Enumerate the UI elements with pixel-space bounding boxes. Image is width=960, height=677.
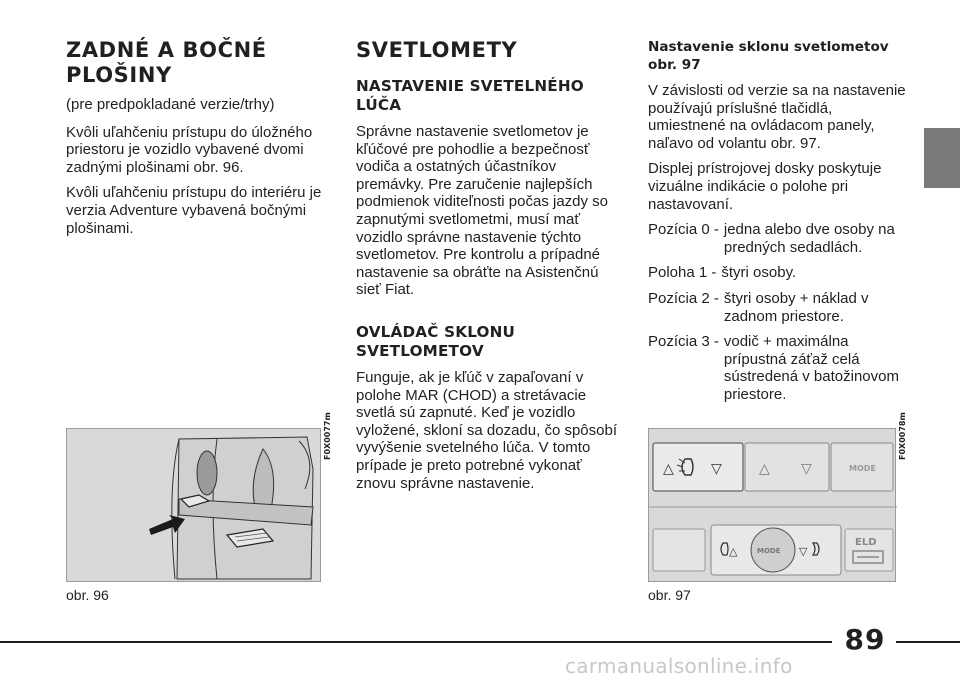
paragraph-display-info: Displej prístrojovej dosky poskytuje vizuálne indikácie o polohe pri nastavovaní. <box>648 160 882 213</box>
paragraph-tilt-buttons: V závislosti od verzie sa na nastavenie používajú príslušné tlačidlá, umiestnené na ovládacom panely, naľavo od volantu obr. 97. <box>648 82 906 152</box>
column-middle <box>356 38 618 492</box>
position-item <box>648 333 910 403</box>
figure-code-97: F0X0078m <box>898 412 907 460</box>
column-right <box>648 38 910 404</box>
paragraph-beam-adjustment: Správne nastavenie svetlometov je kľúčové pre pohodlie a bezpečnosť vodiča a ostatných účastníkov premávky. Pre zaručenie najlepších podmienok viditeľnosti počas jazdy so zapnutými svetlometmi, musí mať vozidlo správne nastavenie týchto svetlometov. Pre kontrolu a prípadné nastavenie sa obráťte na Asistenčnú sieť Fiat. <box>356 123 609 299</box>
position-label: Pozícia 2 - <box>648 289 719 307</box>
position-label: Poloha 1 - <box>648 264 717 282</box>
svg-text:△: △ <box>729 545 738 558</box>
paragraph-tilt-control: Funguje, ak je kľúč v zapaľovaní v polohe MAR (CHOD) a stretávacie svetlá sú zapnuté. Keď je vozidlo vyložené, skloní sa dozadu, čo spôsobí vyvýšenie svetelného lúča. V tomto prípade je preto potrebné vykonať znovu správne nastavenie. <box>356 368 617 492</box>
figure-tilt-control-panel <box>648 428 896 582</box>
section-thumb-tab <box>924 128 960 188</box>
section-title-headlights: SVETLOMETY <box>356 38 518 62</box>
subheading-beam-adjustment: NASTAVENIE SVETELNÉHO LÚČA <box>356 77 584 114</box>
mode-label-upper: MODE <box>849 464 876 473</box>
caption-fig96: obr. 96 <box>66 587 109 603</box>
control-panel-illustration <box>649 429 897 583</box>
section-title-platforms: ZADNÉ A BOČNÉ PLOŠINY <box>66 38 267 87</box>
mode-label-lower: MODE <box>757 547 781 555</box>
position-label: Pozícia 3 - <box>648 333 719 351</box>
position-text: štyri osoby + náklad v zadnom priestore. <box>723 289 869 325</box>
down-arrow-icon: ▽ <box>711 461 722 477</box>
caption-fig97: obr. 97 <box>648 587 691 603</box>
page-number: 89 <box>844 623 886 656</box>
van-rear-illustration <box>67 429 322 583</box>
position-item <box>648 221 910 256</box>
heading-tilt-setting: Nastavenie sklonu svetlometov obr. 97 <box>648 39 889 73</box>
position-item <box>648 264 910 282</box>
position-text: jedna alebo dve osoby na predných sedadlách. <box>723 221 895 256</box>
svg-text:▽: ▽ <box>801 461 812 477</box>
position-text: štyri osoby. <box>721 264 797 282</box>
eld-label: ELD <box>855 537 877 548</box>
up-arrow-icon: △ <box>663 461 674 477</box>
figure-rear-platforms <box>66 428 321 582</box>
svg-text:△: △ <box>759 461 770 477</box>
watermark-text: carmanualsonline.info <box>565 654 793 677</box>
position-item <box>648 290 910 325</box>
svg-text:▽: ▽ <box>799 545 808 558</box>
paragraph-side-platforms: Kvôli uľahčeniu prístupu do interiéru je verzia Adventure vybavená bočnými plošinami. <box>66 184 322 237</box>
footer-rule <box>0 641 960 643</box>
subheading-tilt-control: OVLÁDAČ SKLONU SVETLOMETOV <box>356 322 516 360</box>
position-text: vodič + maximálna prípustná záťaž celá sústredená v batožinovom priestore. <box>723 333 899 403</box>
availability-note: (pre predpokladané verzie/trhy) <box>66 96 275 113</box>
column-left <box>66 38 328 237</box>
figure-code-96: F0X0077m <box>323 412 332 460</box>
paragraph-rear-platforms: Kvôli uľahčeniu prístupu do úložného priestoru je vozidlo vybavené dvomi zadnými plošinami obr. 96. <box>66 123 313 176</box>
position-label: Pozícia 0 - <box>648 221 719 239</box>
